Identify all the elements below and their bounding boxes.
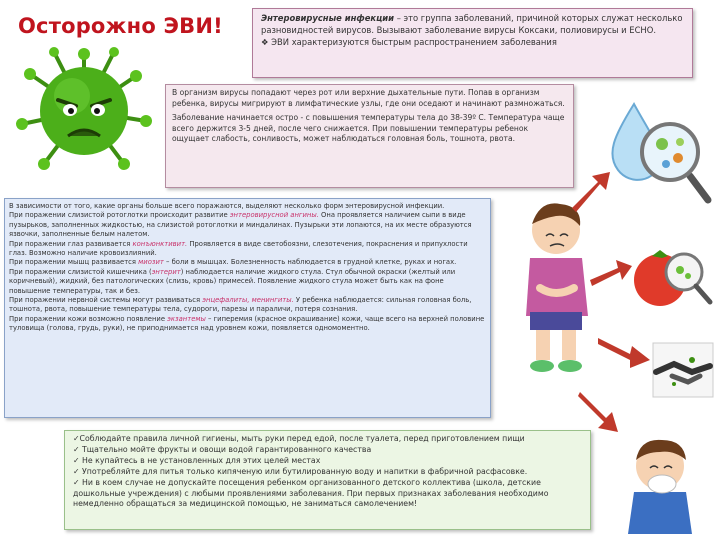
organs-box <box>4 198 491 418</box>
tip-item: ✓Соблюдайте правила личной гигиены, мыть руки перед едой, после туалета, перед приготовлением пищи <box>73 434 525 443</box>
tip-item: ✓ Не купайтесь в не установленных для этих целей местах <box>73 455 321 465</box>
bowel-pre: При поражении слизистой кишечника ( <box>9 267 152 276</box>
intro-text <box>261 13 684 37</box>
organs-nerve <box>9 296 486 315</box>
nerve-pre: При поражении нервной системы могут развиваться <box>9 296 203 305</box>
course-paragraph-2: Заболевание начинается остро - с повышения температуры тела до 38-39º С. Температура чаще всего держится 3-5 дней, после чего снижается. При повышении температуры ребенок ощущает слабость, сонливость, может наблюдаться головная боль, тошнота, рвота. <box>172 113 565 144</box>
organs-bowel <box>9 268 486 296</box>
organs-intro: В зависимости от того, какие органы больше всего поражаются, выделяют несколько форм энтеровирусной инфекции. <box>9 202 445 210</box>
intro-bullet: ❖ ЭВИ характеризуются быстрым распространением заболевания <box>261 36 557 47</box>
water-drop-magnifier-illustration <box>604 96 716 208</box>
throat-post: Она проявляется наличием сыпи в виде пузырьков, заполненных жидкостью, на слизистой ротоглотки и миндалинах. Пузырьки эти лопаются, на их месте образуются язвочки, заполненные белым налетом. <box>9 211 472 239</box>
eyes-term: конъюнктивит. <box>132 239 188 248</box>
page-title: Осторожно ЭВИ! <box>18 14 223 38</box>
tip-item: ✓ Употребляйте для питья только кипяченую или бутилированную воду и напитки в фабричной расфасовке. <box>73 466 528 476</box>
handshake-illustration <box>652 342 714 398</box>
muscle-pre: При поражении мышц развивается <box>9 258 139 267</box>
nerve-term: энцефалиты, менингиты. <box>202 296 294 305</box>
organs-throat <box>9 211 486 239</box>
eyes-post: Проявляется в виде светобоязни, слезотечения, покраснения и припухлости глаз. Возможно наличие кровоизлияний. <box>9 239 468 258</box>
course-paragraph-1: В организм вирусы попадают через рот или верхние дыхательные пути. Попав в организм ребенка, вирусы мигрируют в лимфатические узлы, где они оседают и начинают размножаться. <box>172 88 565 108</box>
bowel-post: ) наблюдается наличие жидкого стула. Стул обычной окраски (желтый или коричневый), жидкий, без патологических (слизь, кровь) примесей. Появление жидкого стула может быть как на фоне повышение температуры, так и без. <box>9 267 456 295</box>
tomato-magnifier-illustration <box>632 240 716 312</box>
virus-illustration <box>14 46 154 176</box>
skin-post: – гиперемия (красное окрашивание) кожи, чаще всего на верхней половине туловища (голова, грудь, руки), не приподнимается над уровнем кожи, появляется одномоментно. <box>9 314 485 333</box>
bowel-term: энтерит <box>151 267 181 276</box>
throat-pre: При поражении слизистой ротоглотки происходит развитие <box>9 211 230 220</box>
organs-skin <box>9 315 486 334</box>
sick-child-illustration <box>500 196 610 380</box>
organs-muscle <box>9 258 486 267</box>
nerve-post: У ребенка наблюдается: сильная головная боль, тошнота, рвота, повышение температуры тела, судороги, парезы и параличи, потеря сознания. <box>9 296 472 314</box>
arrow-to-tips-icon <box>576 388 622 436</box>
organs-eyes <box>9 240 486 259</box>
tips-box <box>64 430 591 530</box>
eyes-pre: При поражении глаз развивается <box>9 239 133 248</box>
skin-term: экзантемы <box>167 314 206 323</box>
muscle-term: миозит <box>138 258 164 267</box>
intro-box <box>252 8 693 78</box>
sneezing-child-illustration <box>610 430 710 538</box>
muscle-post: – боли в мышцах. Болезненность наблюдается в грудной клетке, руках и ногах. <box>163 258 457 267</box>
intro-term: Энтеровирусные инфекции <box>261 13 395 23</box>
tip-item: ✓ Ни в коем случае не допускайте посещения ребенком организованного детского коллектива (школа, детские дошкольные учреждения) с любыми проявлениями заболевания. При первых признаках заболевания необходимо немедленно обращаться за медицинской помощью, не заниматься самолечением! <box>73 477 549 509</box>
course-box <box>165 84 574 188</box>
throat-term: энтеровирусной ангины. <box>229 211 319 220</box>
arrow-to-handshake-icon <box>596 330 652 372</box>
arrow-to-drop-icon <box>568 168 614 212</box>
tip-item: ✓ Тщательно мойте фрукты и овощи водой гарантированного качества <box>73 444 372 454</box>
intro-definition: – это группа заболеваний, причиной которых служат несколько разновидностей вирусов. Вызывают заболевание вирусы Коксаки, полиовирусы и ЕСНО. <box>261 13 683 35</box>
arrow-to-tomato-icon <box>588 254 634 288</box>
skin-pre: При поражении кожи возможно появление <box>9 314 168 323</box>
